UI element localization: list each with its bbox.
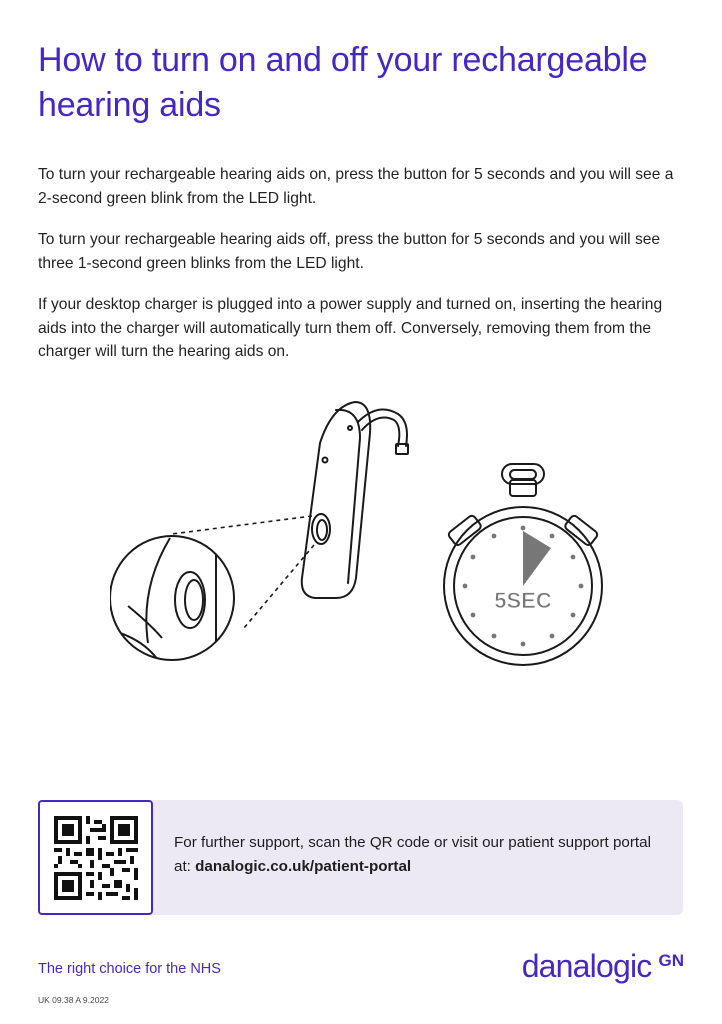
stopwatch-hand xyxy=(523,531,551,586)
brand-suffix: GN xyxy=(658,951,684,970)
brand-name: danalogic xyxy=(521,948,652,984)
qr-code[interactable] xyxy=(38,800,153,915)
paragraph-turn-on: To turn your rechargeable hearing aids on, press the button for 5 seconds and you will see a 2-second green blink from the LED light. xyxy=(38,166,674,207)
document-reference: UK 09.38 A 9.2022 xyxy=(38,995,109,1005)
paragraph-charger: If your desktop charger is plugged into a power supply and turned on, inserting the hearing aids into the charger will automatically turn them off. Conversely, removing them from the charger will turn the hearing aids on. xyxy=(38,296,663,360)
hearing-aid-icon xyxy=(302,402,408,598)
hearing-aid-illustration xyxy=(110,388,620,688)
instructions xyxy=(38,163,688,382)
illustration xyxy=(110,388,620,688)
support-box xyxy=(38,800,683,915)
patient-portal-link[interactable]: danalogic.co.uk/patient-portal xyxy=(195,858,412,875)
support-text xyxy=(174,831,654,879)
stopwatch-label: 5SEC xyxy=(494,588,552,613)
zoom-detail xyxy=(110,536,234,660)
support-message: For further support, scan the QR code or visit our patient support portal at: xyxy=(174,834,651,875)
tagline: The right choice for the NHS xyxy=(38,961,221,977)
qr-code-icon xyxy=(54,816,138,900)
stopwatch-icon xyxy=(444,464,602,665)
brand-logo xyxy=(522,946,684,986)
paragraph-turn-off: To turn your rechargeable hearing aids off, press the button for 5 seconds and you will see three 1-second green blinks from the LED light. xyxy=(38,231,661,272)
page-title: How to turn on and off your rechargeable hearing aids xyxy=(38,41,648,124)
